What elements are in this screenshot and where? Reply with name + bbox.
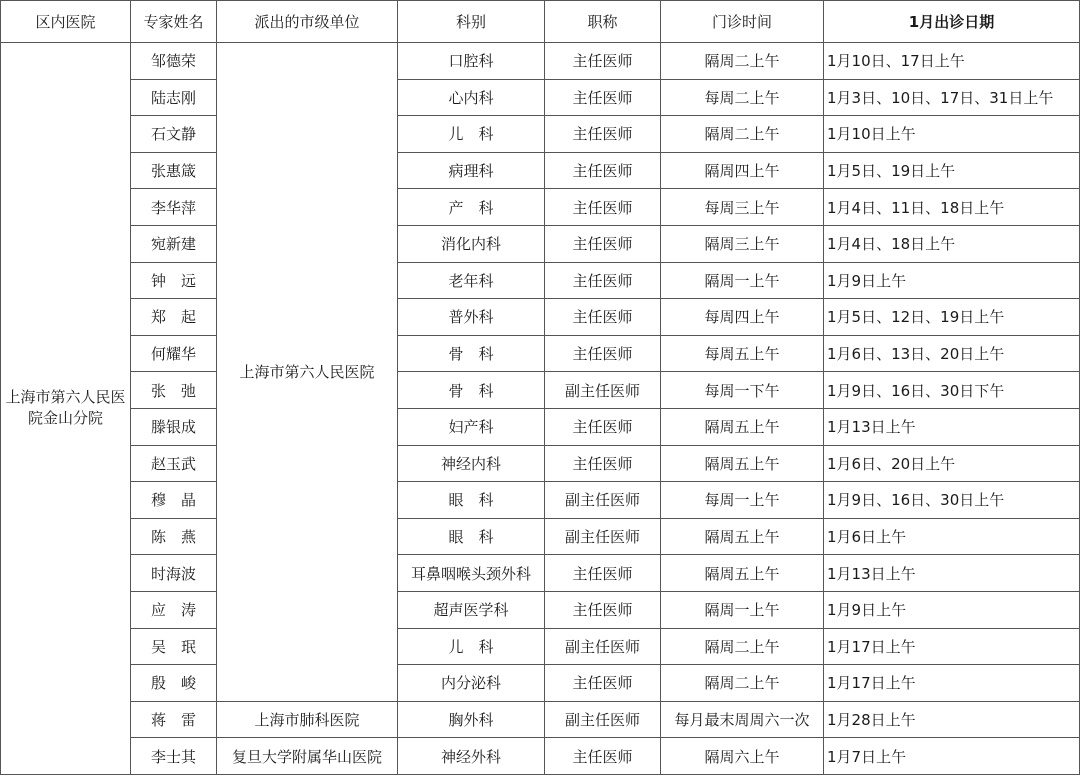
department: 神经内科: [398, 445, 545, 482]
expert-name: 宛新建: [131, 225, 217, 262]
table-row: [1, 518, 1080, 555]
visit-dates: 1月4日、18日上午: [824, 225, 1080, 262]
expert-name: 穆 晶: [131, 482, 217, 519]
clinic-time: 每周三上午: [661, 189, 824, 226]
header-department: 科别: [398, 1, 545, 43]
visit-dates: 1月9日上午: [824, 591, 1080, 628]
expert-name: 何耀华: [131, 335, 217, 372]
clinic-time: 每周一上午: [661, 482, 824, 519]
clinic-time: 隔周六上午: [661, 738, 824, 775]
table-row: [1, 628, 1080, 665]
job-title: 主任医师: [545, 335, 661, 372]
job-title: 主任医师: [545, 225, 661, 262]
header-expert-name: 专家姓名: [131, 1, 217, 43]
clinic-time: 隔周五上午: [661, 408, 824, 445]
job-title: 主任医师: [545, 738, 661, 775]
department: 病理科: [398, 152, 545, 189]
visit-dates: 1月9日、16日、30日上午: [824, 482, 1080, 519]
visit-dates: 1月9日、16日、30日下午: [824, 372, 1080, 409]
department: 老年科: [398, 262, 545, 299]
job-title: 主任医师: [545, 43, 661, 80]
clinic-time: 每周四上午: [661, 299, 824, 336]
dispatch-unit-cell: 上海市肺科医院: [217, 701, 398, 738]
job-title: 主任医师: [545, 189, 661, 226]
department: 胸外科: [398, 701, 545, 738]
table-row: [1, 43, 1080, 80]
table-row: [1, 372, 1080, 409]
clinic-time: 隔周五上午: [661, 518, 824, 555]
expert-name: 时海波: [131, 555, 217, 592]
job-title: 主任医师: [545, 152, 661, 189]
expert-name: 郑 起: [131, 299, 217, 336]
department: 普外科: [398, 299, 545, 336]
clinic-time: 隔周五上午: [661, 445, 824, 482]
department: 骨 科: [398, 372, 545, 409]
visit-dates: 1月17日上午: [824, 628, 1080, 665]
visit-dates: 1月13日上午: [824, 408, 1080, 445]
table-row: [1, 701, 1080, 738]
expert-name: 吴 珉: [131, 628, 217, 665]
job-title: 副主任医师: [545, 482, 661, 519]
table-row: [1, 225, 1080, 262]
job-title: 副主任医师: [545, 628, 661, 665]
clinic-time: 隔周二上午: [661, 628, 824, 665]
job-title: 副主任医师: [545, 518, 661, 555]
department: 超声医学科: [398, 591, 545, 628]
expert-name: 应 涛: [131, 591, 217, 628]
department: 眼 科: [398, 482, 545, 519]
clinic-time: 每周一下午: [661, 372, 824, 409]
header-district-hospital: 区内医院: [1, 1, 131, 43]
expert-name: 钟 远: [131, 262, 217, 299]
header-dispatch-unit: 派出的市级单位: [217, 1, 398, 43]
clinic-time: 隔周三上午: [661, 225, 824, 262]
department: 内分泌科: [398, 665, 545, 702]
job-title: 主任医师: [545, 299, 661, 336]
job-title: 主任医师: [545, 591, 661, 628]
dispatch-unit-cell: 上海市第六人民医院: [217, 43, 398, 702]
clinic-time: 隔周二上午: [661, 665, 824, 702]
department: 神经外科: [398, 738, 545, 775]
expert-name: 殷 峻: [131, 665, 217, 702]
table-row: [1, 262, 1080, 299]
job-title: 主任医师: [545, 665, 661, 702]
job-title: 主任医师: [545, 408, 661, 445]
visit-dates: 1月9日上午: [824, 262, 1080, 299]
department: 妇产科: [398, 408, 545, 445]
visit-dates: 1月5日、12日、19日上午: [824, 299, 1080, 336]
clinic-time: 隔周二上午: [661, 43, 824, 80]
district-hospital-cell: 上海市第六人民医院金山分院: [1, 43, 131, 775]
visit-dates: 1月6日、20日上午: [824, 445, 1080, 482]
expert-name: 张惠箴: [131, 152, 217, 189]
expert-name: 李士其: [131, 738, 217, 775]
department: 消化内科: [398, 225, 545, 262]
visit-dates: 1月7日上午: [824, 738, 1080, 775]
department: 心内科: [398, 79, 545, 116]
visit-dates: 1月6日、13日、20日上午: [824, 335, 1080, 372]
job-title: 主任医师: [545, 445, 661, 482]
department: 骨 科: [398, 335, 545, 372]
table-row: [1, 79, 1080, 116]
table-row: [1, 335, 1080, 372]
clinic-time: 隔周二上午: [661, 116, 824, 153]
table-row: [1, 152, 1080, 189]
clinic-time: 隔周四上午: [661, 152, 824, 189]
clinic-time: 隔周五上午: [661, 555, 824, 592]
expert-name: 陈 燕: [131, 518, 217, 555]
department: 儿 科: [398, 628, 545, 665]
job-title: 副主任医师: [545, 372, 661, 409]
expert-name: 石文静: [131, 116, 217, 153]
department: 耳鼻咽喉头颈外科: [398, 555, 545, 592]
table-row: [1, 116, 1080, 153]
dispatch-unit-cell: 复旦大学附属华山医院: [217, 738, 398, 775]
table-row: [1, 408, 1080, 445]
visit-dates: 1月10日、17日上午: [824, 43, 1080, 80]
job-title: 主任医师: [545, 116, 661, 153]
department: 儿 科: [398, 116, 545, 153]
visit-dates: 1月4日、11日、18日上午: [824, 189, 1080, 226]
header-clinic-time: 门诊时间: [661, 1, 824, 43]
expert-name: 滕银成: [131, 408, 217, 445]
visit-dates: 1月28日上午: [824, 701, 1080, 738]
table-row: [1, 299, 1080, 336]
table-row: [1, 738, 1080, 775]
expert-name: 赵玉武: [131, 445, 217, 482]
header-row: [1, 1, 1080, 43]
job-title: 主任医师: [545, 262, 661, 299]
clinic-time: 每月最末周周六一次: [661, 701, 824, 738]
header-title: 职称: [545, 1, 661, 43]
visit-dates: 1月10日上午: [824, 116, 1080, 153]
department: 眼 科: [398, 518, 545, 555]
table-row: [1, 555, 1080, 592]
department: 产 科: [398, 189, 545, 226]
table-row: [1, 445, 1080, 482]
job-title: 副主任医师: [545, 701, 661, 738]
visit-dates: 1月6日上午: [824, 518, 1080, 555]
expert-name: 陆志刚: [131, 79, 217, 116]
job-title: 主任医师: [545, 555, 661, 592]
visit-dates: 1月3日、10日、17日、31日上午: [824, 79, 1080, 116]
job-title: 主任医师: [545, 79, 661, 116]
clinic-time: 隔周一上午: [661, 591, 824, 628]
expert-name: 蒋 雷: [131, 701, 217, 738]
table-row: [1, 189, 1080, 226]
table-row: [1, 591, 1080, 628]
expert-name: 邹德荣: [131, 43, 217, 80]
visit-dates: 1月17日上午: [824, 665, 1080, 702]
expert-name: 张 弛: [131, 372, 217, 409]
visit-dates: 1月5日、19日上午: [824, 152, 1080, 189]
clinic-time: 每周五上午: [661, 335, 824, 372]
clinic-time: 隔周一上午: [661, 262, 824, 299]
table-row: [1, 665, 1080, 702]
table-row: [1, 482, 1080, 519]
department: 口腔科: [398, 43, 545, 80]
header-january-dates: 1月出诊日期: [824, 1, 1080, 43]
visit-dates: 1月13日上午: [824, 555, 1080, 592]
clinic-time: 每周二上午: [661, 79, 824, 116]
expert-name: 李华萍: [131, 189, 217, 226]
